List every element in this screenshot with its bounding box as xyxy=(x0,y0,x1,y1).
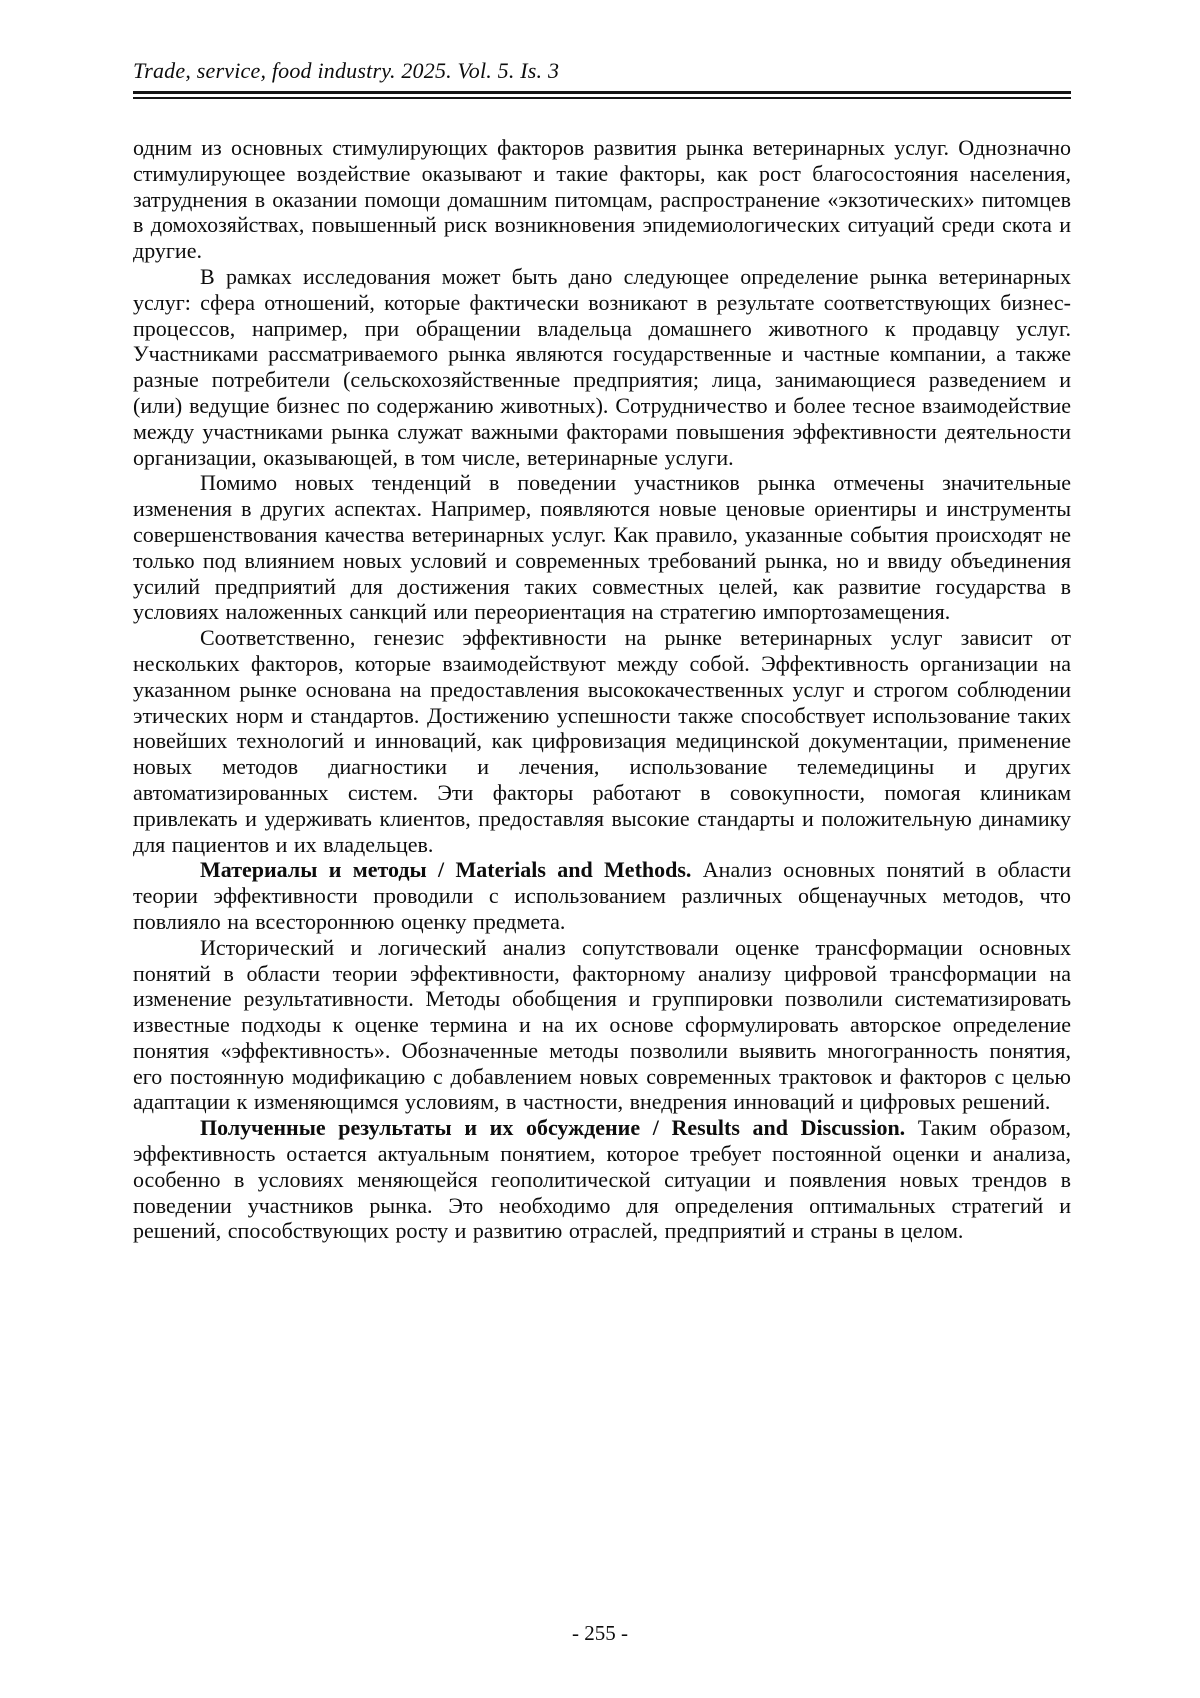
paragraph-3 xyxy=(133,470,1071,625)
section-heading-results-discussion: Полученные результаты и их обсуждение / Results and Discussion. xyxy=(200,1115,906,1141)
paragraph-3-text: Помимо новых тенденций в поведении участников рынка отмечены значительные изменения в других аспектах. Например, появляются новые ценовые ориентиры и инструменты совершенствования качества ветеринарных услуг. Как правило, указанные события происходят не только под влиянием новых условий и современных требований рынка, но и ввиду объединения усилий предприятий для достижения таких совместных целей, как развитие государства в условиях наложенных санкций или переориентация на стратегию импортозамещения. xyxy=(133,470,1071,625)
paragraph-materials-methods xyxy=(133,857,1071,934)
page-number: - 255 - xyxy=(572,1621,628,1645)
paragraph-4-text: Соответственно, генезис эффективности на рынке ветеринарных услуг зависит от нескольких факторов, которые взаимодействуют между собой. Эффективность организации на указанном рынке основана на предоставления высококачественных услуг и строгом соблюдении этических норм и стандартов. Достижению успешности также способствует использование таких новейших технологий и инноваций, как цифровизация медицинской документации, применение новых методов диагностики и лечения, использование телемедицины и других автоматизированных систем. Эти факторы работают в совокупности, помогая клиникам привлекать и удерживать клиентов, предоставляя высокие стандарты и положительную динамику для пациентов и их владельцев. xyxy=(133,625,1071,857)
article-body xyxy=(133,135,1071,1244)
content-column xyxy=(133,0,1071,1244)
running-head: Trade, service, food industry. 2025. Vol. 5. Is. 3 xyxy=(133,58,560,83)
paragraph-4 xyxy=(133,625,1071,857)
paragraph-2-text: В рамках исследования может быть дано следующее определение рынка ветеринарных услуг: сфера отношений, которые фактически возникают в результате соответствующих бизнес-процессов, например, при обращении владельца домашнего животного к продавцу услуг. Участниками рассматриваемого рынка являются государственные и частные компании, а также разные потребители (сельскохозяйственные предприятия; лица, занимающиеся разведением и (или) ведущие бизнес по содержанию животных). Сотрудничество и более тесное взаимодействие между участниками рынка служат важными факторами повышения эффективности деятельности организации, оказывающей, в том числе, ветеринарные услуги. xyxy=(133,263,1071,470)
paragraph-6-text: Исторический и логический анализ сопутствовали оценке трансформации основных понятий в области теории эффективности, факторному анализу цифровой трансформации на изменение результативности. Методы обобщения и группировки позволили систематизировать известные подходы к оценке термина и на их основе сформулировать авторское определение понятия «эффективность». Обозначенные методы позволили выявить многогранность понятия, его постоянную модификацию с добавлением новых современных трактовок и факторов с целью адаптации к изменяющимся условиям, в частности, внедрения инноваций и цифровых решений. xyxy=(133,934,1071,1115)
paragraph-6 xyxy=(133,935,1071,1116)
section-heading-materials-methods: Материалы и методы / Materials and Methods. xyxy=(200,857,692,883)
paragraph-materials-methods-text: Анализ основных понятий в области теории эффективности проводили с использованием различных общенаучных методов, что повлияло на всестороннюю оценку предмета. xyxy=(133,857,1071,934)
paragraph-results-discussion xyxy=(133,1115,1071,1244)
paragraph-results-discussion-text: Таким образом, эффективность остается актуальным понятием, которое требует постоянной оценки и анализа, особенно в условиях меняющейся геополитической ситуации и появления новых трендов в поведении участников рынка. Это необходимо для определения оптимальных стратегий и решений, способствующих росту и развитию отраслей, предприятий и страны в целом. xyxy=(133,1115,1072,1244)
paragraph-2 xyxy=(133,264,1071,470)
header-double-rule xyxy=(133,91,1071,99)
paragraph-1-text: одним из основных стимулирующих факторов развития рынка ветеринарных услуг. Однозначно стимулирующее воздействие оказывают и такие факторы, как рост благосостояния населения, затруднения в оказании помощи домашним питомцам, распространение «экзотических» питомцев в домохозяйствах, повышенный риск возникновения эпидемиологических ситуаций среди скота и другие. xyxy=(133,135,1071,264)
paragraph-1 xyxy=(133,135,1071,264)
